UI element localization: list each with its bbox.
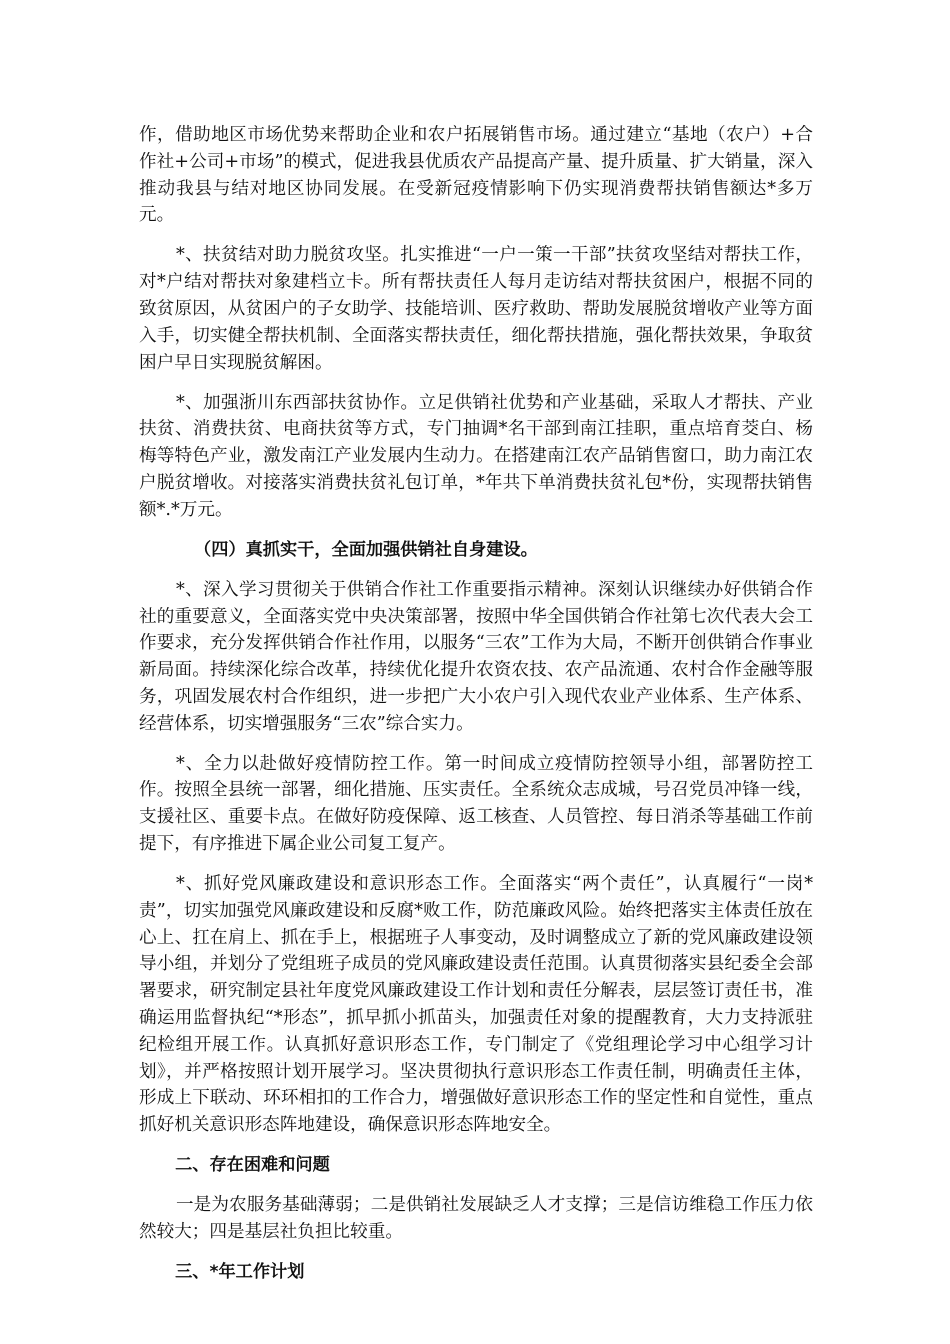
section-heading-work-plan: 三、*年工作计划 (175, 1261, 305, 1282)
paragraph-east-west-cooperation: *、加强浙川东西部扶贫协作。立足供销社优势和产业基础，采取人才帮扶、产业扶贫、消费扶贫、电商扶贫等方式，专门抽调*名干部到南江挂职，重点培育茭白、杨梅等特色产业，激发南江产业发展内生动力。在搭建南江农产品销售窗口，助力南江农户脱贫增收。对接落实消费扶贫礼包订单，*年共下单消费扶贫礼包*份，实现帮扶销售额*.*万元。 (139, 392, 813, 520)
paragraph-sales-market: 作，借助地区市场优势来帮助企业和农户拓展销售市场。通过建立“基地（农户）+合作社+公司+市场”的模式，促进我县优质农产品提高产量、提升质量、扩大销量，深入推动我县与结对地区协同发展。在受新冠疫情影响下仍实现消费帮扶销售额达*多万元。 (139, 125, 813, 226)
paragraph-epidemic-prevention: *、全力以赴做好疫情防控工作。第一时间成立疫情防控领导小组，部署防控工作。按照全县统一部署，细化措施、压实责任。全系统众志成城，号召党员冲锋一线，支援社区、重要卡点。在做好防疫保障、返工核查、人员管控、每日消杀等基础工作前提下，有序推进下属企业公司复工复产。 (139, 753, 813, 855)
section-heading-problems: 二、存在困难和问题 (175, 1155, 330, 1176)
paragraph-poverty-pairing: *、扶贫结对助力脱贫攻坚。扎实推进“一户一策一干部”扶贫攻坚结对帮扶工作，对*户结对帮扶对象建档立卡。所有帮扶责任人每月走访结对帮扶贫困户，根据不同的致贫原因，从贫困户的子女助学、技能培训、医疗救助、帮助发展脱贫增收产业等方面入手，切实健全帮扶机制、全面落实帮扶责任，细化帮扶措施，强化帮扶效果，争取贫困户早日实现脱贫解困。 (139, 245, 813, 373)
paragraph-study-instructions: *、深入学习贯彻关于供销合作社工作重要指示精神。深刻认识继续办好供销合作社的重要意义，全面落实党中央决策部署，按照中华全国供销合作社第七次代表大会工作要求，充分发挥供销合作社作用，以服务“三农”工作为大局，不断开创供销合作事业新局面。持续深化综合改革，持续优化提升农资农技、农产品流通、农村合作金融等服务，巩固发展农村合作组织，进一步把广大小农户引入现代农业产业体系、生产体系、经营体系，切实增强服务“三农”综合实力。 (139, 579, 813, 734)
document-page (139, 122, 813, 1299)
paragraph-clean-government: *、抓好党风廉政建设和意识形态工作。全面落实“两个责任”，认真履行“一岗*责”，切实加强党风廉政建设和反腐*败工作，防范廉政风险。始终把落实主体责任放在心上、扛在肩上、抓在手上，根据班子人事变动，及时调整成立了新的党风廉政建设领导小组，并划分了党组班子成员的党风廉政建设责任范围。认真贯彻落实县纪委全会部署要求，研究制定县社年度党风廉政建设工作计划和责任分解表，层层签订责任书，准确运用监督执纪“*形态”，抓早抓小抓苗头，加强责任对象的提醒教育，大力支持派驻纪检组开展工作。认真抓好意识形态工作，专门制定了《党组理论学习中心组学习计划》，并严格按照计划开展学习。坚决贯彻执行意识形态工作责任制，明确责任主体，形成上下联动、环环相扣的工作合力，增强做好意识形态工作的坚定性和自觉性，重点抓好机关意识形态阵地建设，确保意识形态阵地安全。 (139, 874, 813, 1136)
section-heading-self-building: （四）真抓实干，全面加强供销社自身建设。 (194, 539, 538, 560)
paragraph-problems-list: 一是为农服务基础薄弱；二是供销社发展缺乏人才支撑；三是信访维稳工作压力依然较大；四是基层社负担比较重。 (139, 1195, 813, 1242)
